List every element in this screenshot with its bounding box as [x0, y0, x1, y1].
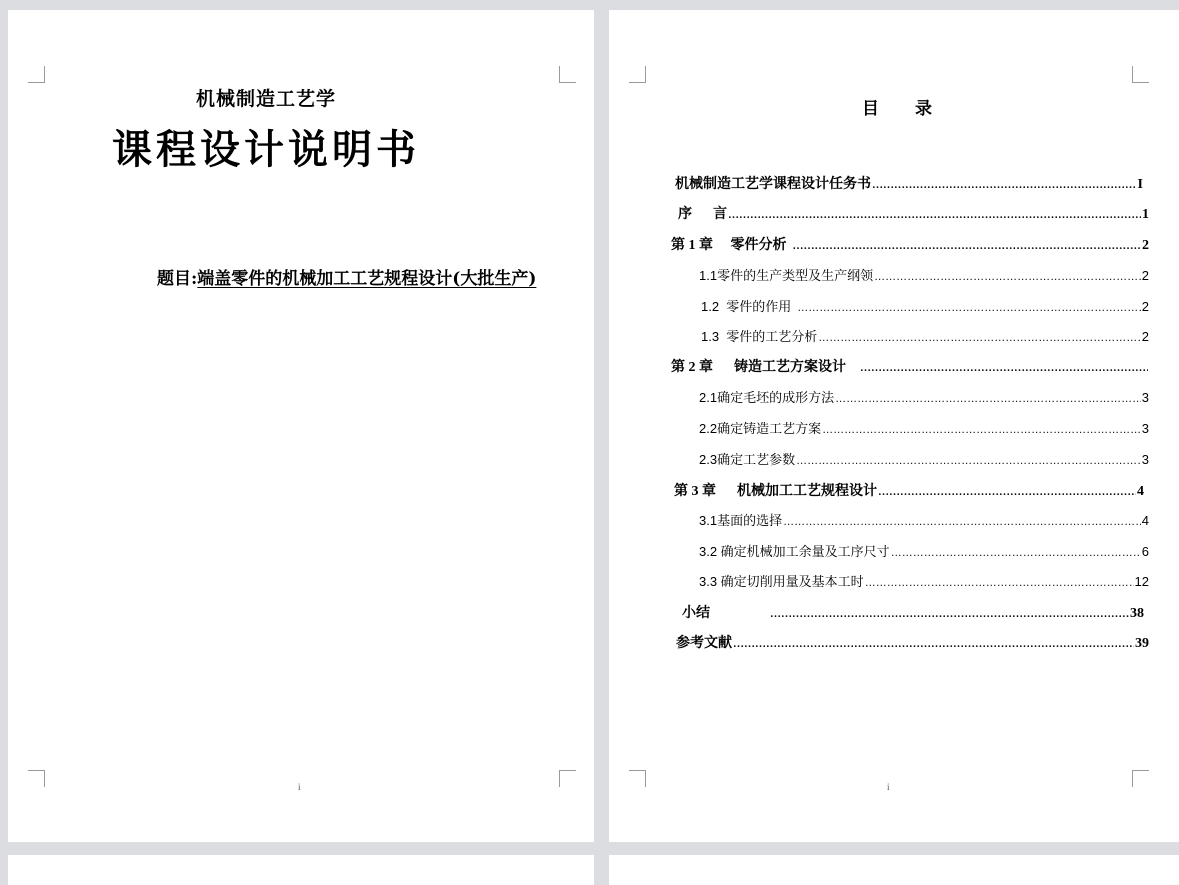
crop-mark — [559, 770, 576, 787]
toc-entry[interactable]: 1.1零件的生产类型及生产纲领 …………………………………………………………………………………………………………………………………………………………………………………………………………………………………………………… 2 — [699, 265, 1149, 284]
topic-value: 端盖零件的机械加工工艺规程设计(大批生产) — [197, 269, 537, 289]
toc-entry[interactable]: 2.3确定工艺参数 …………………………………………………………………………………………………………………………………………………………………………………………………………………………………………………… 3 — [699, 449, 1149, 468]
toc-entry[interactable]: 1.3 零件的工艺分析 …………………………………………………………………………………………………………………………………………………………………………………………………………………………………………………… 2 — [701, 326, 1149, 345]
crop-mark — [629, 770, 646, 787]
toc-entry[interactable]: 2.2确定铸造工艺方案 …………………………………………………………………………………………………………………………………………………………………………………………………………………………………………………… 3 — [699, 418, 1149, 437]
toc-entry[interactable]: 3.3 确定切削用量及基本工时 …………………………………………………………………………………………………………………………………………………………………………………………………………………………………………………… 12 — [699, 571, 1149, 590]
toc-entry[interactable]: 第 2 章 铸造工艺方案设计 …………………………………………………………………………………………………………………………………………………………………………………………………………………………………………………… — [671, 356, 1149, 376]
toc-entry[interactable]: 2.1确定毛坯的成形方法 …………………………………………………………………………………………………………………………………………………………………………………………………………………………………………………… 3 — [699, 387, 1149, 406]
next-page-left — [8, 855, 594, 885]
cover-page — [8, 10, 594, 842]
cover-topic — [157, 264, 536, 289]
toc-entry[interactable]: 参考文献 …………………………………………………………………………………………………………………………………………………………………………………………………………………………………………………… 39 — [676, 632, 1149, 652]
next-page-right — [609, 855, 1179, 885]
crop-mark — [1132, 770, 1149, 787]
crop-mark — [629, 66, 646, 83]
toc-heading-left: 目 — [862, 99, 879, 119]
toc-entry[interactable]: 第 3 章 机械加工工艺规程设计 …………………………………………………………………………………………………………………………………………………………………………………………………………………………………………………… 4 — [674, 480, 1144, 500]
page-number: i — [887, 782, 890, 792]
toc-entry[interactable]: 序 言 …………………………………………………………………………………………………………………………………………………………………………………………………………………………………………………… 1 — [678, 203, 1149, 223]
toc-entry[interactable]: 3.1基面的选择 …………………………………………………………………………………………………………………………………………………………………………………………………………………………………………………… 4 — [699, 510, 1149, 529]
cover-title: 课程设计说明书 — [112, 126, 420, 173]
topic-label: 题目: — [157, 269, 198, 289]
toc-entry[interactable]: 3.2 确定机械加工余量及工序尺寸 …………………………………………………………………………………………………………………………………………………………………………………………………………………………………………………… 6 — [699, 541, 1149, 560]
crop-mark — [28, 66, 45, 83]
crop-mark — [559, 66, 576, 83]
toc-entry[interactable]: 第 1 章 零件分析 …………………………………………………………………………………………………………………………………………………………………………………………………………………………………………………… 2 — [671, 234, 1149, 254]
crop-mark — [1132, 66, 1149, 83]
toc-heading-right: 录 — [915, 99, 932, 119]
toc-page — [609, 10, 1179, 842]
toc-heading — [862, 94, 932, 119]
cover-subtitle: 机械制造工艺学 — [195, 88, 336, 110]
toc-entry[interactable]: 机械制造工艺学课程设计任务书 …………………………………………………………………………………………………………………………………………………………………………………………………………………………………………………… I — [675, 173, 1143, 193]
page-number: i — [298, 782, 301, 792]
toc-entry[interactable]: 小结 …………………………………………………………………………………………………………………………………………………………………………………………………………………………………………………… 38 — [682, 602, 1144, 622]
toc-entry[interactable]: 1.2 零件的作用 …………………………………………………………………………………………………………………………………………………………………………………………………………………………………………………… 2 — [701, 296, 1149, 315]
crop-mark — [28, 770, 45, 787]
